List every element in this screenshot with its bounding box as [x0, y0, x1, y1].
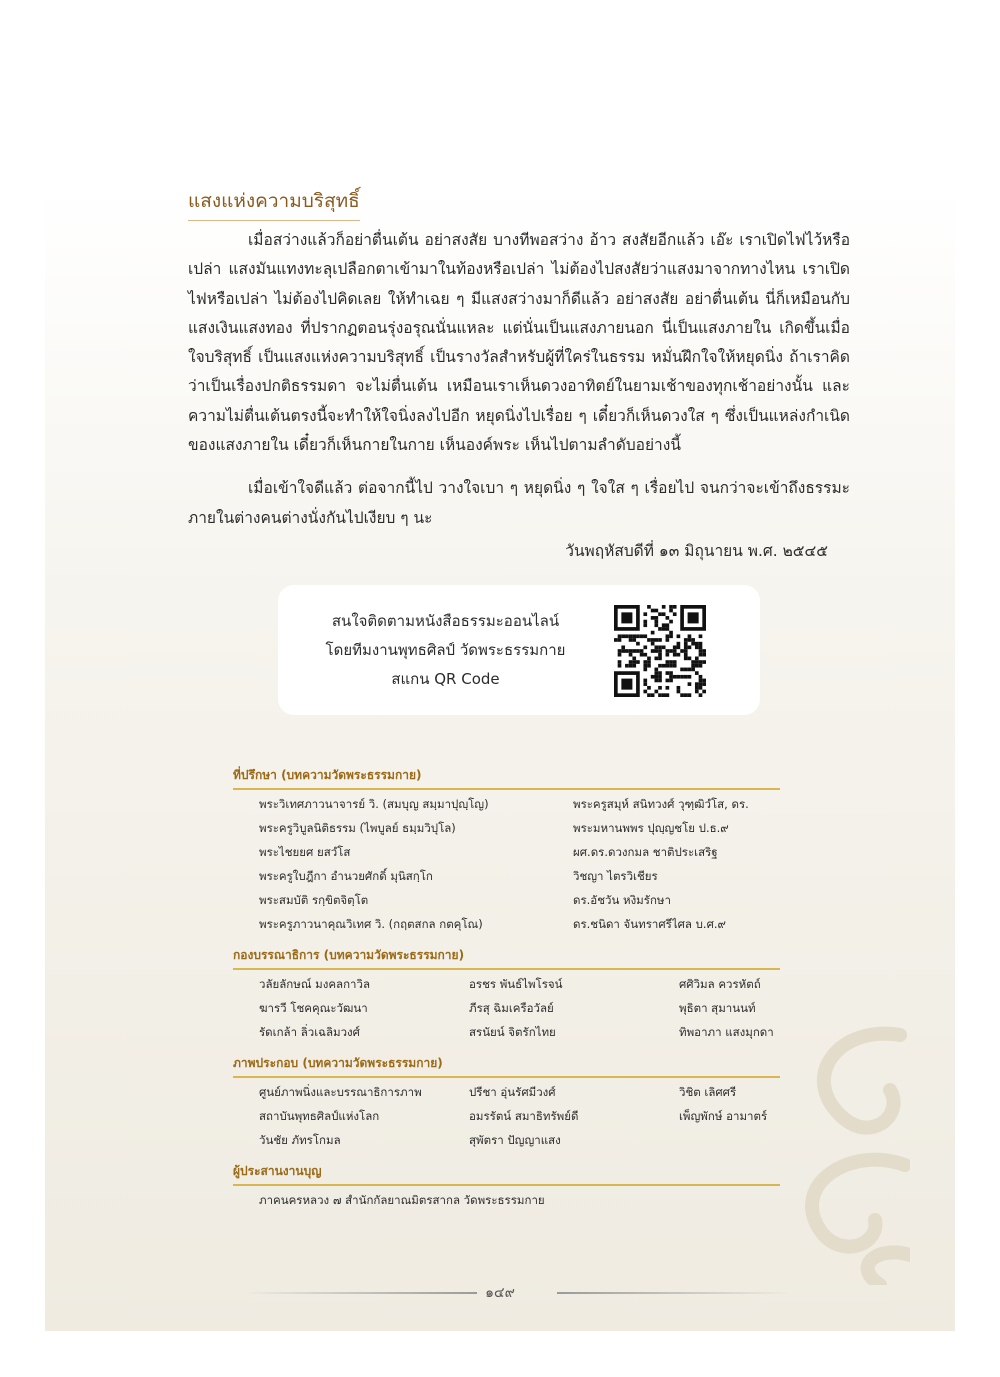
credit-name: ศูนย์ภาพนิ่งและบรรณาธิการภาพ — [259, 1085, 422, 1099]
credit-name: ฆารวี โชคคุณะวัฒนา — [259, 1001, 368, 1015]
credit-name: พระครูสมุห์ สนิทวงศ์ วุฑฺฒิวํโส, ดร. — [573, 797, 749, 811]
credit-name: พระครูวิบูลนิติธรรม (ไพบูลย์ ธมฺมวิปุโล) — [259, 821, 456, 835]
divider — [557, 1292, 789, 1294]
credit-name: อมรรัตน์ สมาธิทรัพย์ดี — [469, 1109, 579, 1123]
credit-name: พระครูภาวนาคุณวิเทศ วิ. (กฤตสกล กตคุโณ) — [259, 917, 483, 931]
qr-text-line: สนใจติดตามหนังสือธรรมะออนไลน์ — [331, 612, 560, 630]
page-number: ๑๔๙ — [485, 1285, 515, 1301]
credits-section — [233, 766, 780, 1210]
qr-text-line: สแกน QR Code — [391, 670, 500, 688]
article-title: แสงแห่งความบริสุทธิ์ — [188, 186, 360, 221]
credit-name: สุพัตรา ปัญญาแสง — [469, 1133, 561, 1147]
credit-name: ภีรสุ ฉิมเครือวัลย์ — [469, 1001, 554, 1015]
credit-name: พระสมบัติ รกฺขิตจิตฺโต — [259, 893, 369, 907]
article-body — [188, 226, 850, 547]
credit-name: ดร.อัชวัน หงิมรักษา — [573, 893, 671, 907]
credit-name: ผศ.ดร.ดวงกมล ชาติประเสริฐ — [573, 845, 718, 859]
qr-text-line: โดยทีมงานพุทธศิลป์ วัดพระธรรมกาย — [325, 641, 566, 659]
credit-name: วิชิต เลิศศรี — [679, 1085, 737, 1099]
credit-name: วิชญา ไตรวิเชียร — [573, 869, 658, 883]
credit-name: อรชร พันธ์ไพโรจน์ — [469, 977, 563, 991]
credit-name: ดร.ชนิดา จันทราศรีไศล บ.ศ.๙ — [573, 917, 726, 931]
credit-name: ภาคนครหลวง ๗ สำนักกัลยาณมิตรสากล วัดพระธรรมกาย — [259, 1193, 545, 1207]
credit-name: พระครูใบฎีกา อำนวยศักดิ์ มุนิสกฺโก — [259, 869, 433, 883]
qr-code-icon[interactable] — [614, 605, 706, 697]
credit-name: พระวิเทศภาวนาจารย์ วิ. (สมบุญ สมฺมาปุญฺโญ) — [259, 797, 489, 811]
qr-card — [278, 585, 760, 715]
credit-name: พระมหานพพร ปุญฺญชโย ป.ธ.๙ — [573, 821, 729, 835]
credit-name: ทิพอาภา แสงมุกดา — [679, 1025, 774, 1039]
credit-name: วันชัย ภัทรโกมล — [259, 1133, 341, 1147]
credit-name — [679, 1132, 799, 1150]
credit-name: พระไชยยศ ยสวํโส — [259, 845, 351, 859]
paragraph: เมื่อสว่างแล้วก็อย่าตื่นเต้น อย่าสงสัย บางทีพอสว่าง อ้าว สงสัยอีกแล้ว เอ๊ะ เราเปิดไฟไว้หรือเปล่า แสงมันแทงทะลุเปลือกตาเข้ามาในท้องหรือเปล่า ไม่ต้องไปสงสัยว่าแสงมาจากทางไหน เราเปิดไฟหรือเปล่า ไม่ต้องไปคิดเลย ให้ทำเฉย ๆ มีแสงสว่างมาก็ดีแล้ว อย่าสงสัย อย่าตื่นเต้น นี่ก็เหมือนกับแสงเงินแสงทอง ที่ปรากฏตอนรุ่งอรุณนั่นแหละ แต่นั่นเป็นแสงภายนอก นี่เป็นแสงภายใน เกิดขึ้นเมื่อใจบริสุทธิ์ เป็นแสงแห่งความบริสุทธิ์ เป็นรางวัลสำหรับผู้ที่ใคร่ในธรรม หมั่นฝึกใจให้หยุดนิ่ง ถ้าเราคิดว่าเป็นเรื่องปกติธรรมดา จะไม่ตื่นเต้น เหมือนเราเห็นดวงอาทิตย์ในยามเช้าของทุกเช้าอย่างนั้น และความไม่ตื่นเต้นตรงนี้จะทำให้ใจนิ่งลงไปอีก หยุดนิ่งไปเรื่อย ๆ เดี๋ยวก็เห็นดวงใส ๆ ซึ่งเป็นแหล่งกำเนิดของแสงภายใน เดี๋ยวก็เห็นกายในกาย เห็นองค์พระ เห็นไปตามลำดับอย่างนี้ — [188, 231, 850, 455]
credit-name: ปรีชา อุ่นรัศมีวงศ์ — [469, 1085, 556, 1099]
credit-name: พุธิตา สุมานนท์ — [679, 1001, 756, 1015]
section-heading-editorial: กองบรรณาธิการ (บทความวัดพระธรรมกาย) — [233, 946, 780, 970]
credit-name: สรนัยน์ จิตรักไทย — [469, 1025, 556, 1039]
article-date: วันพฤหัสบดีที่ ๑๓ มิถุนายน พ.ศ. ๒๕๔๕ — [565, 542, 828, 560]
credit-name: วลัยลักษณ์ มงคลกาวิล — [259, 977, 371, 991]
credit-name: ศศิวิมล ควรหัตถ์ — [679, 977, 761, 991]
credit-name: สถาบันพุทธศิลป์แห่งโลก — [259, 1109, 380, 1123]
section-heading-coordinator: ผู้ประสานงานบุญ — [233, 1162, 780, 1186]
section-heading-illustration: ภาพประกอบ (บทความวัดพระธรรมกาย) — [233, 1054, 780, 1078]
credit-name: เพ็ญพักษ์ อามาตร์ — [679, 1109, 768, 1123]
credit-name: รัดเกล้า ลิ่วเฉลิมวงศ์ — [259, 1025, 360, 1039]
section-heading-advisors: ที่ปรึกษา (บทความวัดพระธรรมกาย) — [233, 766, 780, 790]
paragraph: เมื่อเข้าใจดีแล้ว ต่อจากนี้ไป วางใจเบา ๆ หยุดนิ่ง ๆ ใจใส ๆ เรื่อยไป จนกว่าจะเข้าถึงธรรมะภายในต่างคนต่างนั่งกันไปเงียบ ๆ นะ — [188, 479, 850, 527]
